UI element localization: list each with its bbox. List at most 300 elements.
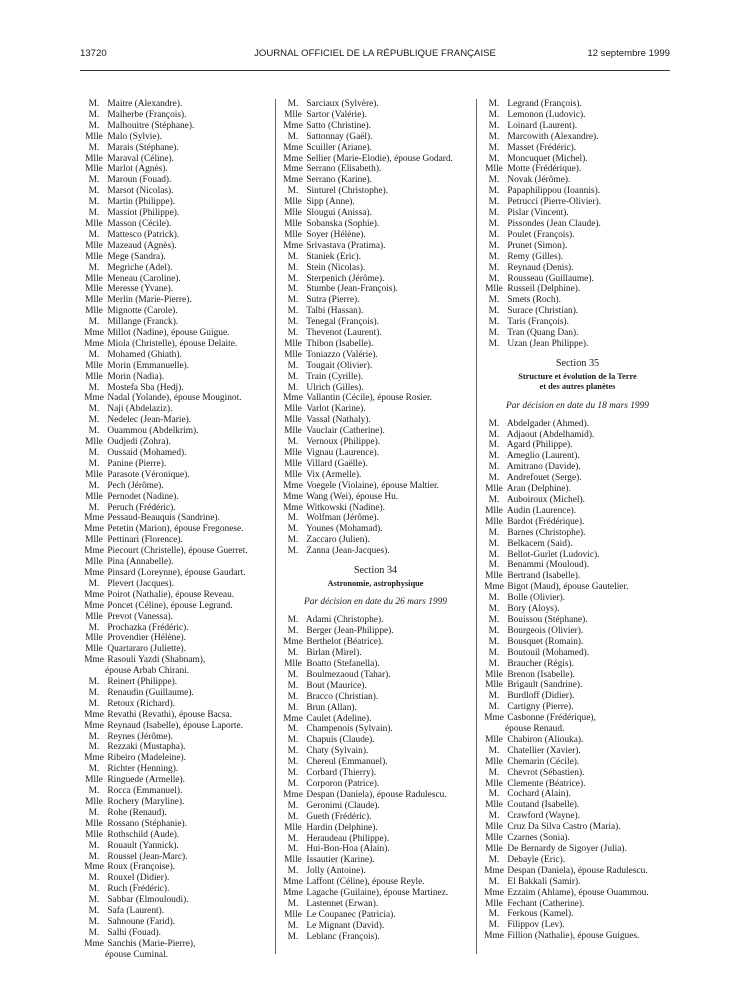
person-name: Czarnes (Sonia). — [507, 833, 570, 844]
name-entry — [483, 274, 672, 285]
person-name: Gueth (Frédéric). — [306, 811, 372, 822]
person-name: Cruz Da Silva Castro (Maria). — [507, 822, 621, 833]
honorific: M. — [488, 614, 500, 625]
person-name: Mostefa Sba (Hedj). — [107, 382, 184, 393]
honorific: M. — [287, 317, 299, 328]
name-entry — [83, 317, 266, 328]
name-entry — [282, 361, 469, 372]
header-rule — [80, 70, 670, 71]
honorific: Mlle — [485, 734, 503, 745]
name-entry — [282, 110, 469, 121]
honorific: M. — [488, 295, 500, 306]
person-name: Bellot-Gurlet (Ludovic). — [507, 549, 600, 560]
name-entry — [282, 735, 469, 746]
name-entry — [83, 699, 266, 710]
name-entry — [483, 800, 672, 811]
name-entry — [483, 252, 672, 263]
name-entry — [83, 448, 266, 459]
honorific: M. — [287, 768, 299, 779]
honorific: Mlle — [485, 680, 503, 691]
honorific: M. — [287, 669, 299, 680]
honorific: Mlle — [485, 844, 503, 854]
honorific: M. — [488, 338, 500, 349]
honorific: Mme — [84, 328, 104, 339]
name-entry — [282, 252, 469, 263]
name-entry — [83, 612, 266, 623]
person-name: Smets (Roch). — [507, 295, 561, 306]
name-entry — [282, 143, 469, 154]
person-name: Papaphilippou (Ioannis). — [507, 186, 601, 197]
name-entry — [483, 440, 672, 451]
honorific: M. — [287, 691, 299, 702]
person-name: Ameglio (Laurent). — [506, 451, 580, 462]
honorific: Mlle — [85, 218, 103, 229]
person-name: Scuiller (Ariane). — [306, 142, 372, 153]
person-name: Malo (Sylvie). — [107, 131, 163, 142]
name-entry — [282, 535, 469, 546]
honorific: M. — [88, 448, 100, 458]
honorific: M. — [287, 284, 299, 295]
honorific: M. — [287, 931, 299, 942]
person-name: Bracco (Christian). — [306, 691, 379, 702]
honorific: M. — [488, 811, 500, 822]
name-entry — [483, 121, 672, 132]
honorific: M. — [287, 648, 299, 659]
person-name: Mohamed (Ghiath). — [107, 349, 182, 360]
name-entry — [282, 659, 469, 670]
name-entry — [483, 517, 672, 528]
name-entry — [483, 855, 672, 866]
name-entry — [83, 535, 266, 546]
name-entry — [282, 779, 469, 790]
name-entry — [483, 484, 672, 495]
name-entry — [83, 164, 266, 175]
name-entry — [483, 317, 672, 328]
honorific: M. — [88, 578, 100, 589]
person-name: Meresse (Yvane). — [107, 284, 174, 295]
name-entry — [282, 99, 469, 110]
person-name: Ribeiro (Madeleine). — [107, 753, 186, 764]
honorific: M. — [488, 306, 500, 317]
name-entry — [282, 615, 469, 626]
person-name: Zaccaro (Julien). — [306, 535, 370, 546]
person-name: Brenon (Isabelle). — [507, 669, 576, 680]
name-entry — [83, 393, 266, 404]
person-name: Reynaud (Denis). — [507, 262, 574, 273]
person-name: Berthelot (Béatrice). — [306, 637, 384, 648]
name-entry — [83, 459, 266, 470]
person-name: Vallantin (Cécile), épouse Rosier. — [306, 393, 432, 404]
person-name: Roussel (Jean-Marc). — [107, 851, 188, 862]
name-entry — [282, 546, 469, 557]
honorific: M. — [287, 535, 299, 546]
name-entry — [83, 688, 266, 699]
person-name: Massiot (Philippe). — [107, 208, 180, 219]
person-name: Merlin (Marie-Pierre). — [107, 295, 192, 306]
person-name: Rouxel (Didier). — [107, 873, 170, 884]
name-entry — [282, 295, 469, 306]
person-name: Benammi (Mouloud). — [507, 560, 590, 571]
name-entry — [483, 637, 672, 648]
page-number: 13720 — [80, 48, 107, 59]
person-name: Petetin (Marion), épouse Fregonese. — [107, 524, 244, 535]
honorific: Mlle — [485, 164, 503, 175]
honorific: M. — [88, 851, 100, 862]
person-name: Malherbe (François). — [107, 109, 187, 120]
honorific: M. — [287, 437, 299, 448]
honorific: M. — [287, 615, 299, 626]
person-name: Legrand (François). — [507, 99, 582, 109]
name-entry — [282, 834, 469, 845]
name-entry — [83, 753, 266, 764]
honorific: Mme — [283, 888, 303, 899]
person-name: Boatto (Stefanella). — [306, 659, 380, 669]
name-entry — [83, 732, 266, 743]
person-name: Marais (Stéphane). — [107, 142, 179, 153]
person-name: Debayle (Eric). — [507, 854, 566, 865]
person-name: Sarciaux (Sylvère). — [306, 99, 379, 109]
name-entry — [483, 866, 672, 877]
person-name: Hui-Bon-Hoa (Alain). — [306, 844, 390, 855]
honorific: M. — [88, 99, 100, 109]
person-name: Filippov (Lev). — [507, 920, 565, 931]
honorific: M. — [488, 604, 500, 615]
name-entry — [282, 757, 469, 768]
person-name: Piecourt (Christelle), épouse Guerret. — [107, 546, 248, 557]
person-name: Russeil (Delphine). — [507, 284, 581, 295]
honorific: M. — [488, 229, 500, 240]
person-name: Stumbe (Jean-François). — [306, 284, 398, 295]
section-subtitle: Astronomie, astrophysique — [327, 578, 424, 588]
name-entry — [83, 568, 266, 579]
person-name: Wolfman (Jérôme). — [306, 513, 379, 524]
name-entry — [282, 503, 469, 514]
honorific: M. — [488, 317, 500, 328]
honorific: Mlle — [284, 458, 302, 469]
person-name: Coutand (Isabelle). — [507, 800, 580, 811]
honorific: Mme — [484, 865, 504, 876]
honorific: M. — [488, 473, 500, 484]
honorific: M. — [88, 404, 100, 415]
honorific: Mme — [84, 524, 104, 535]
honorific: Mlle — [284, 404, 302, 415]
honorific: M. — [287, 328, 299, 339]
person-name: Chevrot (Sébastien). — [507, 767, 585, 778]
name-entry — [83, 721, 266, 732]
name-entry — [83, 274, 266, 285]
name-entry — [483, 328, 672, 339]
name-entry — [83, 808, 266, 819]
name-list — [483, 99, 672, 350]
column-2 — [282, 99, 469, 943]
name-entry — [282, 932, 469, 943]
name-entry — [483, 811, 672, 822]
name-entry — [83, 928, 266, 939]
person-name: Uzan (Jean Philippe). — [507, 338, 589, 349]
honorific: M. — [287, 306, 299, 317]
person-name: Heraudeau (Philippe). — [306, 833, 390, 844]
person-name: Maraval (Céline). — [107, 153, 174, 164]
person-name: Belkacem (Said). — [507, 538, 573, 549]
honorific: Mlle — [85, 818, 103, 829]
name-entry — [483, 659, 672, 670]
person-name: Remy (Gilles). — [507, 251, 564, 262]
person-name: Renaudin (Guillaume). — [107, 687, 194, 698]
name-entry — [282, 801, 469, 812]
honorific: Mme — [484, 713, 504, 724]
name-entry — [282, 306, 469, 317]
honorific: M. — [488, 909, 500, 920]
person-name: épouse Renaud. — [505, 724, 565, 735]
honorific: Mlle — [85, 797, 103, 807]
honorific: M. — [488, 440, 500, 451]
honorific: Mlle — [85, 829, 103, 840]
honorific: Mme — [283, 713, 303, 724]
honorific: M. — [88, 317, 100, 328]
honorific: Mlle — [85, 535, 103, 546]
person-name: Fechant (Catherine). — [507, 898, 585, 909]
honorific: M. — [287, 382, 299, 393]
person-name: Bardot (Frédérique). — [507, 516, 585, 527]
honorific: M. — [488, 240, 500, 251]
person-name: Caulet (Adeline). — [306, 713, 372, 724]
name-entry — [483, 648, 672, 659]
honorific: Mme — [84, 753, 104, 764]
honorific: Mlle — [284, 855, 302, 866]
name-entry — [483, 164, 672, 175]
person-name: Casbonne (Frédérique), — [507, 713, 596, 724]
name-entry — [483, 670, 672, 681]
person-name: Morin (Nadia). — [107, 371, 165, 382]
name-list — [483, 419, 672, 943]
name-entry — [483, 582, 672, 593]
honorific: M. — [88, 731, 100, 742]
name-entry — [282, 899, 469, 910]
honorific: Mlle — [85, 306, 103, 317]
person-name: Sinturel (Christophe). — [306, 186, 389, 197]
person-name: Prochazka (Frédéric). — [107, 622, 189, 633]
person-name: Sobanska (Sophie). — [306, 218, 380, 229]
person-name: Thibon (Isabelle). — [306, 338, 374, 349]
person-name: Pinsard (Loreynne), épouse Gaudart. — [107, 567, 246, 578]
name-entry — [483, 550, 672, 561]
name-entry — [83, 797, 266, 808]
name-entry — [83, 939, 266, 950]
person-name: Agard (Philippe). — [506, 440, 573, 451]
person-name: Petrucci (Pierre-Olivier). — [507, 197, 602, 208]
name-entry — [83, 121, 266, 132]
person-name: Srivastava (Pratima). — [306, 240, 386, 251]
person-name: Fillion (Nathalie), épouse Guigues. — [507, 931, 640, 942]
name-entry — [83, 819, 266, 830]
person-name: Sabbar (Elmouloudi). — [107, 895, 189, 906]
name-entry — [483, 175, 672, 186]
honorific: M. — [88, 873, 100, 884]
honorific: M. — [488, 131, 500, 142]
name-entry — [282, 415, 469, 426]
honorific: M. — [287, 99, 299, 109]
honorific: M. — [488, 789, 500, 800]
person-name: Oudjedi (Zohra). — [107, 437, 171, 448]
name-entry — [83, 742, 266, 753]
name-entry — [83, 557, 266, 568]
honorific: M. — [88, 906, 100, 917]
name-entry — [282, 284, 469, 295]
section-heading: Section 35 — [555, 357, 600, 369]
person-name: Mege (Sandra). — [107, 251, 166, 262]
honorific: Mlle — [485, 484, 503, 495]
person-name: Rouault (Yannick). — [107, 840, 179, 851]
person-name: El Bakkali (Samir). — [507, 876, 581, 887]
honorific: M. — [88, 786, 100, 797]
name-entry — [83, 252, 266, 263]
name-entry — [83, 503, 266, 514]
honorific: M. — [88, 742, 100, 753]
person-name: Loinard (Laurent). — [507, 120, 578, 131]
name-entry — [282, 274, 469, 285]
honorific: M. — [287, 251, 299, 262]
name-entry — [483, 833, 672, 844]
name-entry — [83, 841, 266, 852]
person-name: Serrano (Karine). — [306, 175, 372, 186]
honorific: M. — [88, 382, 100, 393]
honorific: M. — [287, 186, 299, 197]
name-entry — [483, 724, 672, 735]
honorific: M. — [488, 218, 500, 229]
person-name: Leblanc (François). — [306, 931, 380, 942]
person-name: Pernodet (Nadine). — [107, 491, 179, 502]
person-name: Abdelgader (Ahmed). — [506, 418, 590, 429]
honorific: Mlle — [284, 448, 302, 458]
person-name: Pettinari (Florence). — [107, 535, 183, 546]
honorific: M. — [88, 142, 100, 153]
decision-line: Par décision en date du 18 mars 1999 — [506, 400, 649, 411]
honorific: M. — [488, 451, 500, 462]
person-name: Corbard (Thierry). — [306, 768, 377, 779]
honorific: Mlle — [485, 778, 503, 789]
name-entry — [282, 175, 469, 186]
honorific: M. — [88, 120, 100, 131]
person-name: Wang (Wei), épouse Hu. — [306, 491, 399, 502]
person-name: Talbi (Hassan). — [306, 306, 364, 317]
person-name: Sutra (Pierre). — [306, 295, 360, 306]
honorific: Mme — [84, 655, 104, 666]
person-name: Sattonnay (Gaël). — [306, 131, 373, 142]
person-name: Parasote (Véronique). — [107, 469, 190, 480]
honorific: Mme — [283, 637, 303, 648]
person-name: Soyer (Hélène). — [306, 229, 366, 240]
honorific: Mlle — [485, 516, 503, 527]
name-entry — [282, 855, 469, 866]
person-name: Marsot (Nicolas). — [107, 186, 174, 197]
name-entry — [483, 306, 672, 317]
person-name: Brigault (Sandrine). — [507, 680, 583, 691]
honorific: M. — [488, 208, 500, 219]
honorific: M. — [88, 677, 100, 688]
name-entry — [483, 593, 672, 604]
name-entry — [83, 426, 266, 437]
person-name: De Bernardy de Sigoyer (Julia). — [507, 844, 627, 854]
honorific: M. — [488, 658, 500, 669]
name-entry — [282, 714, 469, 725]
name-entry — [282, 219, 469, 230]
honorific: Mlle — [85, 295, 103, 306]
name-entry — [83, 590, 266, 601]
name-entry — [83, 895, 266, 906]
person-name: Adjaout (Abdelhamid). — [506, 429, 595, 440]
person-name: Geronimi (Claude). — [306, 800, 380, 811]
honorific: Mlle — [85, 644, 103, 655]
name-entry — [282, 317, 469, 328]
honorific: M. — [488, 109, 500, 120]
honorific: M. — [488, 99, 500, 109]
person-name: Rocca (Emmanuel). — [107, 786, 183, 797]
honorific: M. — [88, 109, 100, 120]
honorific: Mlle — [485, 571, 503, 582]
person-name: Tran (Quang Dan). — [507, 328, 579, 339]
honorific: M. — [488, 538, 500, 549]
person-name: Sanchis (Marie-Pierre), — [107, 938, 196, 949]
name-entry — [282, 241, 469, 252]
name-entry — [83, 862, 266, 873]
name-entry — [282, 823, 469, 834]
name-entry — [83, 764, 266, 775]
honorific: Mlle — [85, 251, 103, 262]
honorific: M. — [488, 745, 500, 756]
honorific: Mlle — [85, 164, 103, 175]
name-entry — [282, 724, 469, 735]
name-entry — [483, 495, 672, 506]
person-name: Sartor (Valérie). — [306, 109, 367, 120]
person-name: Poulet (François). — [507, 229, 575, 240]
name-entry — [282, 230, 469, 241]
honorific: M. — [88, 698, 100, 709]
honorific: Mlle — [485, 284, 503, 295]
name-entry — [282, 812, 469, 823]
honorific: Mme — [84, 567, 104, 578]
honorific: Mme — [283, 877, 303, 888]
decision-line: Par décision en date du 26 mars 1999 — [304, 597, 447, 608]
person-name: Sterpenich (Jérôme). — [306, 273, 385, 284]
person-name: Audin (Laurence). — [506, 505, 577, 516]
person-name: Zanna (Jean-Jacques). — [306, 546, 390, 557]
honorific: M. — [287, 702, 299, 713]
name-entry — [83, 361, 266, 372]
honorific: M. — [88, 208, 100, 219]
honorific: M. — [287, 833, 299, 844]
name-entry — [483, 430, 672, 441]
honorific: Mme — [84, 862, 104, 873]
honorific: Mme — [84, 938, 104, 949]
honorific: M. — [88, 687, 100, 698]
person-name: Staniek (Eric). — [306, 251, 362, 262]
person-name: Megriche (Adel). — [107, 262, 173, 273]
honorific: Mlle — [85, 633, 103, 644]
name-entry — [483, 626, 672, 637]
name-entry — [83, 666, 266, 677]
person-name: Moncuquet (Michel). — [507, 153, 588, 164]
person-name: Vassal (Nathaly). — [306, 415, 371, 426]
honorific: M. — [488, 495, 500, 505]
honorific: Mlle — [85, 284, 103, 295]
name-entry — [483, 143, 672, 154]
name-entry — [282, 626, 469, 637]
honorific: Mme — [84, 513, 104, 524]
name-entry — [83, 241, 266, 252]
name-entry — [83, 601, 266, 612]
name-entry — [483, 909, 672, 920]
person-name: Safa (Laurent). — [107, 906, 165, 917]
